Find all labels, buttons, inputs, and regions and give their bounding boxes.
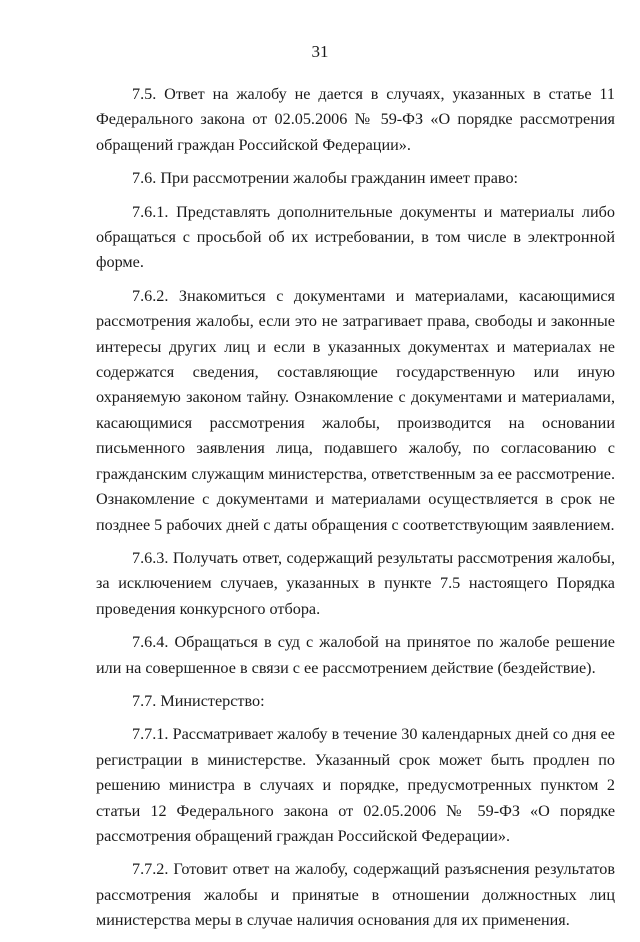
paragraph-7-7: 7.7. Министерство: [132, 691, 265, 710]
paragraph-7-6-1: 7.6.1. Представлять дополнительные документы и материалы либо обращаться с просьбой об их истребовании, в том числе в электронной форме. [96, 202, 615, 272]
paragraph-7-6-4: 7.6.4. Обращаться в суд с жалобой на принятое по жалобе решение или на совершенное в связи с ее рассмотрением действие (бездействие). [96, 633, 615, 677]
paragraph-7-7-2: 7.7.2. Готовит ответ на жалобу, содержащий разъяснения результатов рассмотрения жалобы и принятые в отношении должностных лиц министерства меры в случае наличия основания для их применения. [96, 860, 615, 930]
paragraph-7-6: 7.6. При рассмотрении жалобы гражданин имеет право: [132, 169, 519, 188]
page-number: 31 [311, 42, 329, 61]
document-body [96, 82, 615, 942]
paragraph-7-6-3: 7.6.3. Получать ответ, содержащий результаты рассмотрения жалобы, за исключением случаев, указанных в пункте 7.5 настоящего Порядка проведения конкурсного отбора. [96, 548, 615, 618]
paragraph-7-6-2: 7.6.2. Знакомиться с документами и материалами, касающимися рассмотрения жалобы, если это не затрагивает права, свободы и законные интересы других лиц и если в указанных документах и материалах не содержатся сведения, составляющие государственную или иную охраняемую законом тайну. Ознакомление с документами и материалами, касающимися рассмотрения жалобы, производится на основании письменного заявления лица, подавшего жалобу, по согласованию с гражданским служащим министерства, ответственным за ее рассмотрение. Ознакомление с документами и материалами осуществляется в срок не позднее 5 рабочих дней с даты обращения с соответствующим заявлением. [96, 286, 615, 534]
paragraph-7-7-1: 7.7.1. Рассматривает жалобу в течение 30 календарных дней со дня ее регистрации в министерстве. Указанный срок может быть продлен по решению министра в случаях и порядке, предусмотренных пунктом 2 статьи 12 Федерального закона от 02.05.2006 № 59-ФЗ «О порядке рассмотрения обращений граждан Российской Федерации». [96, 725, 615, 845]
paragraph-7-5: 7.5. Ответ на жалобу не дается в случаях, указанных в статье 11 Федерального закона от 02.05.2006 № 59-ФЗ «О порядке рассмотрения обращений граждан Российской Федерации». [96, 85, 615, 154]
